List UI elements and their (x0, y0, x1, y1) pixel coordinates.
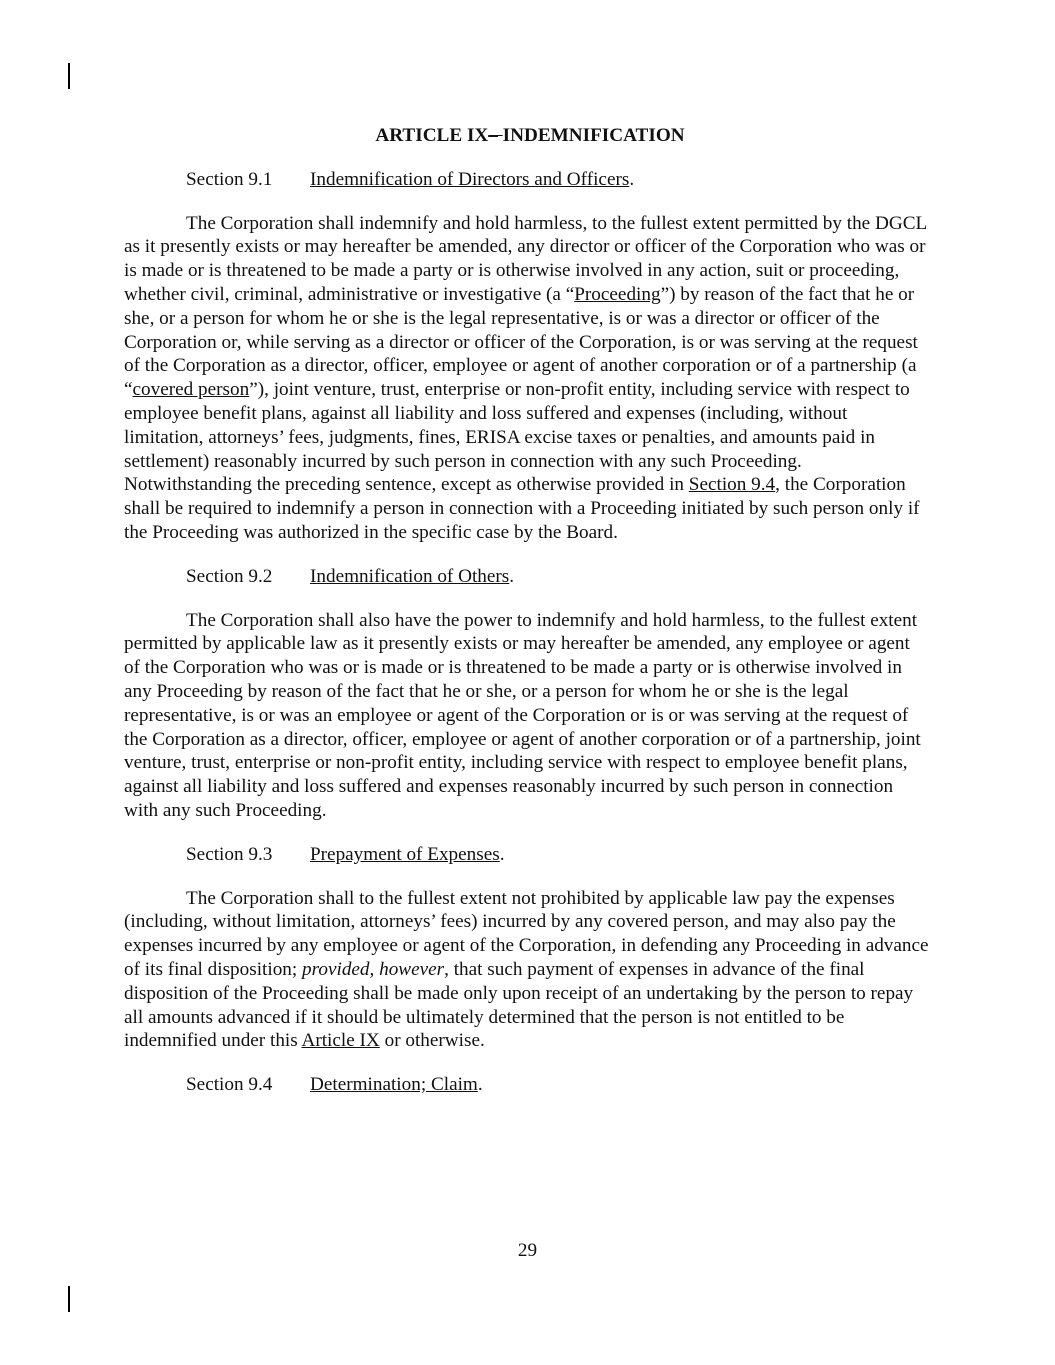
article-number: ARTICLE IX (375, 125, 489, 146)
cross-reference-section-9-4: Section 9.4 (688, 474, 776, 496)
revision-change-bar-top (68, 63, 70, 89)
defined-term-proceeding: Proceeding (574, 283, 661, 305)
body-text: The Corporation shall indemnify and hold harmless, to the fullest extent permitted by the DGCL as it presently exists or may hereafter be amended, any director or officer of the Corporation who was or is made or is threatened to be made a party or is otherwise involved in any action, suit or proceeding, whether civil, criminal, administrative or investigative (a “ (124, 212, 927, 305)
article-title (124, 124, 930, 148)
section-number: Section 9.4 (186, 1074, 273, 1096)
cross-reference-article-ix: Article IX (301, 1030, 380, 1052)
section-9-1-body (124, 212, 930, 545)
section-9-3-body (124, 887, 930, 1054)
section-title: Indemnification of Directors and Officers (310, 168, 630, 190)
section-title: Determination; Claim (310, 1074, 478, 1096)
section-title: Prepayment of Expenses (310, 843, 500, 865)
section-heading-9-3 (124, 843, 930, 867)
body-text: The Corporation shall to the fullest extent not prohibited by applicable law pay the expenses (including, without limitation, attorneys’ fees) incurred by any covered person, and may also pay the expenses incurred by any employee or agent of the Corporation, in defending any Proceeding in advance of its final disposition; (124, 887, 929, 980)
section-title-period: . (499, 843, 505, 865)
section-title-period: . (477, 1074, 483, 1096)
section-heading-9-2 (124, 565, 930, 589)
section-title-period: . (509, 565, 515, 587)
section-title-period: . (629, 168, 635, 190)
body-text: The Corporation shall also have the power to indemnify and hold harmless, to the fullest extent permitted by applicable law as it presently exists or may hereafter be amended, any employee or agent of the Corporation who was or is made or is threatened to be made a party or is otherwise involved in any Proceeding by reason of the fact that he or she, or a person for whom he or she is the legal representative, is or was an employee or agent of the Corporation or is or was serving at the request of the Corporation as a director, officer, employee or agent of another corporation or of a partnership, joint venture, trust, enterprise or non-profit entity, including service with respect to employee benefit plans, against all liability and loss suffered and expenses reasonably incurred by such person in connection with any such Proceeding. (124, 609, 921, 821)
body-text: ”), joint venture, trust, enterprise or non-profit entity, including service with respect to employee benefit plans, against all liability and loss suffered and expenses (including, without limitation, attorneys’ fees, judgments, fines, ERISA excise taxes or penalties, and amounts paid in settlement) reasonably incurred by such person in connection with any such Proceeding. Notwithstanding the preceding sentence, except as otherwise provided in (124, 379, 910, 496)
article-name: INDEMNIFICATION (502, 125, 685, 146)
body-text: , the Corporation shall be required to indemnify a person in connection with a Proceeding initiated by such person only if the Proceeding was authorized in the specific case by the Board. (124, 474, 920, 543)
section-9-2-body (124, 609, 930, 823)
page-number: 29 (517, 1240, 538, 1261)
italic-phrase: provided, however (302, 958, 445, 980)
defined-term-covered-person: covered person (132, 379, 250, 401)
section-title: Indemnification of Others (310, 565, 510, 587)
section-heading-9-1 (124, 168, 930, 192)
body-text: or otherwise. (379, 1030, 485, 1052)
document-page (124, 124, 930, 1117)
section-number: Section 9.3 (186, 843, 273, 865)
article-deleted-dash: – (488, 125, 503, 146)
section-number: Section 9.1 (186, 168, 273, 190)
body-text: , that such payment of expenses in advance of the final disposition of the Proceeding shall be made only upon receipt of an undertaking by the person to repay all amounts advanced if it should be ultimately determined that the person is not entitled to be indemnified under this (124, 958, 914, 1052)
section-heading-9-4 (124, 1073, 930, 1097)
body-text: ”) by reason of the fact that he or she, or a person for whom he or she is the legal representative, is or was a director or officer of the Corporation or, while serving as a director or officer of the Corporation, is or was serving at the request of the Corporation as a director, officer, employee or agent of another corporation or of a partnership (a “ (124, 283, 918, 401)
revision-change-bar-bottom (68, 1286, 70, 1312)
section-number: Section 9.2 (186, 565, 273, 587)
